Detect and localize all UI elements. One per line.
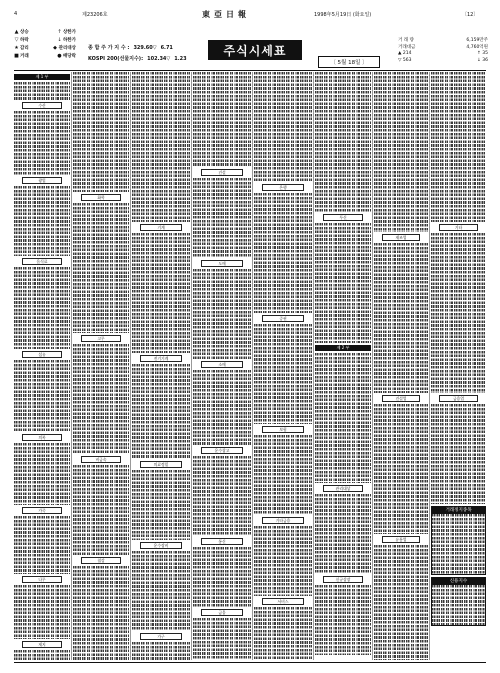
- quote-rows: [315, 585, 371, 655]
- halted-stocks-header: 거래정지종목: [432, 507, 485, 514]
- quote-rows: [14, 111, 70, 175]
- industry-header: 금융업: [439, 395, 478, 402]
- summary-row: [398, 43, 488, 50]
- industry-header: 소매: [201, 361, 243, 368]
- composite-change: 6.71: [160, 44, 173, 51]
- listing-column-8: [431, 72, 486, 660]
- industry-header: 비금속: [81, 456, 121, 463]
- industry-header: 기타: [439, 224, 478, 231]
- symbol-legend: [14, 28, 76, 66]
- industry-header: 금융: [201, 609, 243, 616]
- industry-header: 음식료: [22, 258, 62, 265]
- quote-rows: [73, 203, 129, 333]
- quote-rows: [132, 551, 190, 631]
- section-header: 제 1 부: [14, 74, 70, 80]
- composite-label: 종 합 주 가 지 수 :: [88, 45, 130, 51]
- quote-rows: [315, 494, 371, 574]
- quote-rows: [431, 72, 486, 222]
- legend-row: [14, 36, 76, 44]
- industry-header: 기계: [140, 224, 182, 231]
- upper-limit-icon: ↑: [57, 29, 62, 35]
- legend-row: [14, 44, 76, 52]
- industry-header: 화학: [81, 194, 121, 201]
- quote-rows: [193, 178, 251, 258]
- industry-header: 철강: [81, 557, 121, 564]
- listing-column-3: [132, 72, 190, 660]
- column-rule: [191, 72, 192, 660]
- column-rule: [313, 72, 314, 660]
- industry-header: 의복: [22, 434, 62, 441]
- composite-value: 329.60▽: [133, 44, 157, 51]
- quote-rows: [193, 269, 251, 359]
- industry-header: 운수창고: [201, 447, 243, 454]
- bottom-rule: [14, 662, 486, 663]
- header-rule: [14, 70, 486, 71]
- summary-value: ↑ 35: [477, 51, 488, 56]
- listing-column-4: [193, 72, 251, 660]
- diamond-icon: ◆: [53, 45, 58, 51]
- legend-label: 하락: [20, 38, 29, 43]
- quote-rows: [132, 233, 190, 353]
- summary-label: 거 래 량: [398, 37, 414, 43]
- column-rule: [252, 72, 253, 660]
- kospi200-label: KOSPI 200(선물지수):: [88, 56, 144, 62]
- industry-header: 서비스: [262, 598, 304, 605]
- summary-label: ▽ 563: [398, 58, 412, 63]
- column-rule: [71, 72, 72, 660]
- quote-rows: [193, 370, 251, 445]
- quote-rows: [254, 607, 312, 660]
- industry-header: 섬유: [22, 351, 62, 358]
- listing-column-2: [73, 72, 129, 660]
- quote-rows: [315, 353, 371, 483]
- halted-stocks-box: [431, 506, 486, 575]
- summary-value: ↓ 36: [477, 58, 488, 63]
- quote-rows: [254, 526, 312, 596]
- quote-rows: [432, 585, 485, 625]
- quote-rows: [14, 267, 70, 349]
- column-rule: [372, 72, 373, 660]
- industry-header: 제조업: [382, 234, 420, 241]
- quote-rows: [14, 360, 70, 432]
- industry-header: 제지: [22, 641, 62, 648]
- quote-rows: [254, 72, 312, 182]
- industry-header: 건설업: [382, 395, 420, 402]
- legend-row: [14, 52, 76, 60]
- credit-index-box: [431, 577, 486, 626]
- industry-header: 나무: [22, 576, 62, 583]
- legend-label: 하한가: [62, 38, 76, 43]
- quote-rows: [254, 435, 312, 515]
- section-header: 제 2 부: [315, 345, 371, 351]
- quote-rows: [315, 223, 371, 343]
- quote-rows: [14, 443, 70, 505]
- industry-header: 신규상장: [323, 576, 363, 583]
- credit-index-header: 신용지수: [432, 578, 485, 585]
- legend-row: [14, 28, 76, 36]
- rise-icon: ▲: [14, 29, 19, 35]
- page-number-left: 4: [14, 11, 18, 17]
- quote-rows: [193, 456, 251, 536]
- fall-icon: ▽: [14, 37, 19, 43]
- quote-rows: [193, 618, 251, 660]
- industry-header: 의료정밀: [140, 461, 182, 468]
- quote-rows: [315, 72, 371, 212]
- legend-label: 상승: [20, 30, 29, 35]
- summary-row: [398, 50, 488, 57]
- industry-header: 전기기계: [140, 355, 182, 362]
- industry-header: 통신: [201, 538, 243, 545]
- quote-rows: [374, 545, 428, 660]
- quote-rows: [73, 344, 129, 454]
- industry-header: 관리대상: [323, 485, 363, 492]
- star-icon: ★: [14, 45, 19, 51]
- issue-number: 제23206호: [82, 12, 108, 18]
- dot-icon: ●: [57, 53, 62, 59]
- legend-label: 상한가: [62, 30, 76, 35]
- industry-header: 운수장비: [140, 542, 182, 549]
- quote-rows: [132, 470, 190, 540]
- column-rule: [429, 72, 430, 660]
- quote-rows: [254, 193, 312, 313]
- summary-label: 거래대금: [398, 44, 416, 50]
- industry-header: 도매: [201, 260, 243, 267]
- kospi200-change: 1.23: [174, 55, 187, 62]
- kospi200-value: 102.34▽: [147, 55, 171, 62]
- quote-rows: [73, 72, 129, 192]
- quote-rows: [254, 324, 312, 424]
- legend-label: 거래: [20, 54, 29, 59]
- summary-value: 6,159만주: [466, 37, 488, 43]
- trading-date: 〔 5월 18일 〕: [318, 56, 380, 68]
- listing-column-7: [374, 72, 428, 660]
- quote-rows: [193, 72, 251, 167]
- quote-rows: [73, 465, 129, 555]
- quote-rows: [374, 243, 428, 393]
- quote-rows: [14, 82, 70, 100]
- summary-row: [398, 57, 488, 64]
- quote-rows: [432, 514, 485, 574]
- industry-header: 보험: [262, 426, 304, 433]
- date-line: 1998年5月19日 (화요일): [314, 12, 372, 18]
- quote-rows: [14, 186, 70, 256]
- industry-header: 가구: [140, 633, 182, 640]
- market-summary: [398, 36, 488, 70]
- industry-header: 증권: [262, 315, 304, 322]
- quote-rows: [73, 566, 129, 660]
- masthead-line: [14, 4, 486, 26]
- page-number-right: 〔12〕: [462, 12, 479, 18]
- kospi200-line: [88, 53, 203, 64]
- quote-rows: [132, 364, 190, 459]
- column-rule: [130, 72, 131, 660]
- quote-rows: [431, 404, 486, 504]
- quote-rows: [132, 642, 190, 660]
- summary-value: 4,760억원: [466, 44, 488, 50]
- quote-rows: [14, 516, 70, 574]
- paper-name: 東亞日報: [202, 10, 250, 19]
- quote-rows: [431, 233, 486, 393]
- industry-header: 수산: [22, 102, 62, 109]
- lower-limit-icon: ↓: [57, 37, 62, 43]
- quote-rows: [374, 404, 428, 534]
- index-summary: [88, 42, 203, 68]
- listing-column-6: [315, 72, 371, 660]
- industry-header: 가죽: [22, 507, 62, 514]
- industry-header: 고무: [81, 335, 121, 342]
- industry-header: 광업: [22, 177, 62, 184]
- summary-row: [398, 36, 488, 43]
- legend-label: 감리: [20, 46, 29, 51]
- quote-rows: [14, 650, 70, 660]
- quote-rows: [132, 72, 190, 222]
- page-title: 주식시세표: [208, 40, 302, 60]
- industry-header: 유통업: [382, 536, 420, 543]
- industry-header: 건설: [201, 169, 243, 176]
- industry-header: 기타금융: [262, 517, 304, 524]
- listing-column-5: [254, 72, 312, 660]
- composite-index-line: [88, 42, 203, 53]
- industry-header: 투신: [323, 214, 363, 221]
- summary-label: ▲ 214: [398, 51, 412, 56]
- legend-label: 배당락: [62, 54, 76, 59]
- quote-rows: [374, 72, 428, 232]
- square-icon: ■: [14, 53, 19, 59]
- industry-header: 은행: [262, 184, 304, 191]
- legend-label: 관리대상: [58, 46, 76, 51]
- listing-column-1: [14, 72, 70, 660]
- quote-rows: [14, 585, 70, 639]
- quote-rows: [193, 547, 251, 607]
